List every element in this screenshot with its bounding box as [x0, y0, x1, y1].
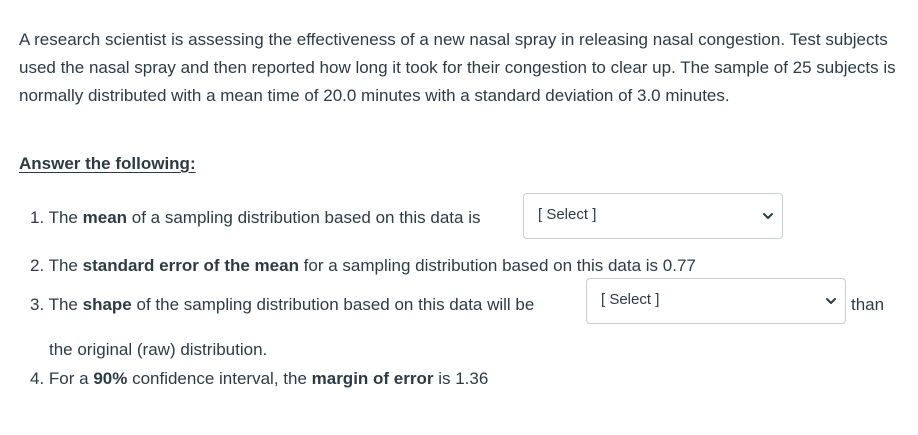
q3-continuation: the original (raw) distribution.	[49, 340, 268, 359]
q1-bold: mean	[82, 208, 128, 227]
q2-suffix: for a sampling distribution based on this data is 0.77	[298, 256, 696, 275]
q4-prefix: 4. For a	[30, 369, 94, 388]
chevron-down-icon	[825, 295, 837, 307]
q1-suffix: of a sampling distribution based on this data is	[127, 208, 481, 227]
q3-select-value: [ Select ]	[601, 291, 660, 308]
question-4	[30, 369, 488, 389]
question-2	[30, 256, 696, 276]
q1-mean-select[interactable]	[523, 193, 783, 239]
q4-suffix: is 1.36	[433, 369, 489, 388]
q4-bold-margin: margin of error	[311, 369, 434, 388]
q3-shape-select[interactable]	[586, 278, 846, 324]
chevron-down-icon	[762, 210, 774, 222]
q3-after-text: than	[851, 295, 885, 314]
q3-bold: shape	[82, 295, 132, 314]
question-3	[30, 295, 534, 315]
q3-suffix: of the sampling distribution based on this data will be	[131, 295, 535, 314]
q2-prefix: 2. The	[30, 256, 83, 275]
q3-prefix: 3. The	[30, 295, 83, 314]
q1-prefix: 1. The	[30, 208, 83, 227]
answer-heading: Answer the following:	[19, 154, 196, 173]
question-1	[30, 208, 480, 228]
q4-middle: confidence interval, the	[127, 369, 312, 388]
question-intro: A research scientist is assessing the effectiveness of a new nasal spray in releasing nasal congestion. Test subjects used the nasal spray and then reported how long it took for their congestion to clear up. The sample of 25 subjects is normally distributed with a mean time of 20.0 minutes with a standard deviation of 3.0 minutes.	[19, 30, 896, 105]
q2-bold: standard error of the mean	[82, 256, 299, 275]
q4-bold-percent: 90%	[93, 369, 128, 388]
q1-select-value: [ Select ]	[538, 206, 597, 223]
